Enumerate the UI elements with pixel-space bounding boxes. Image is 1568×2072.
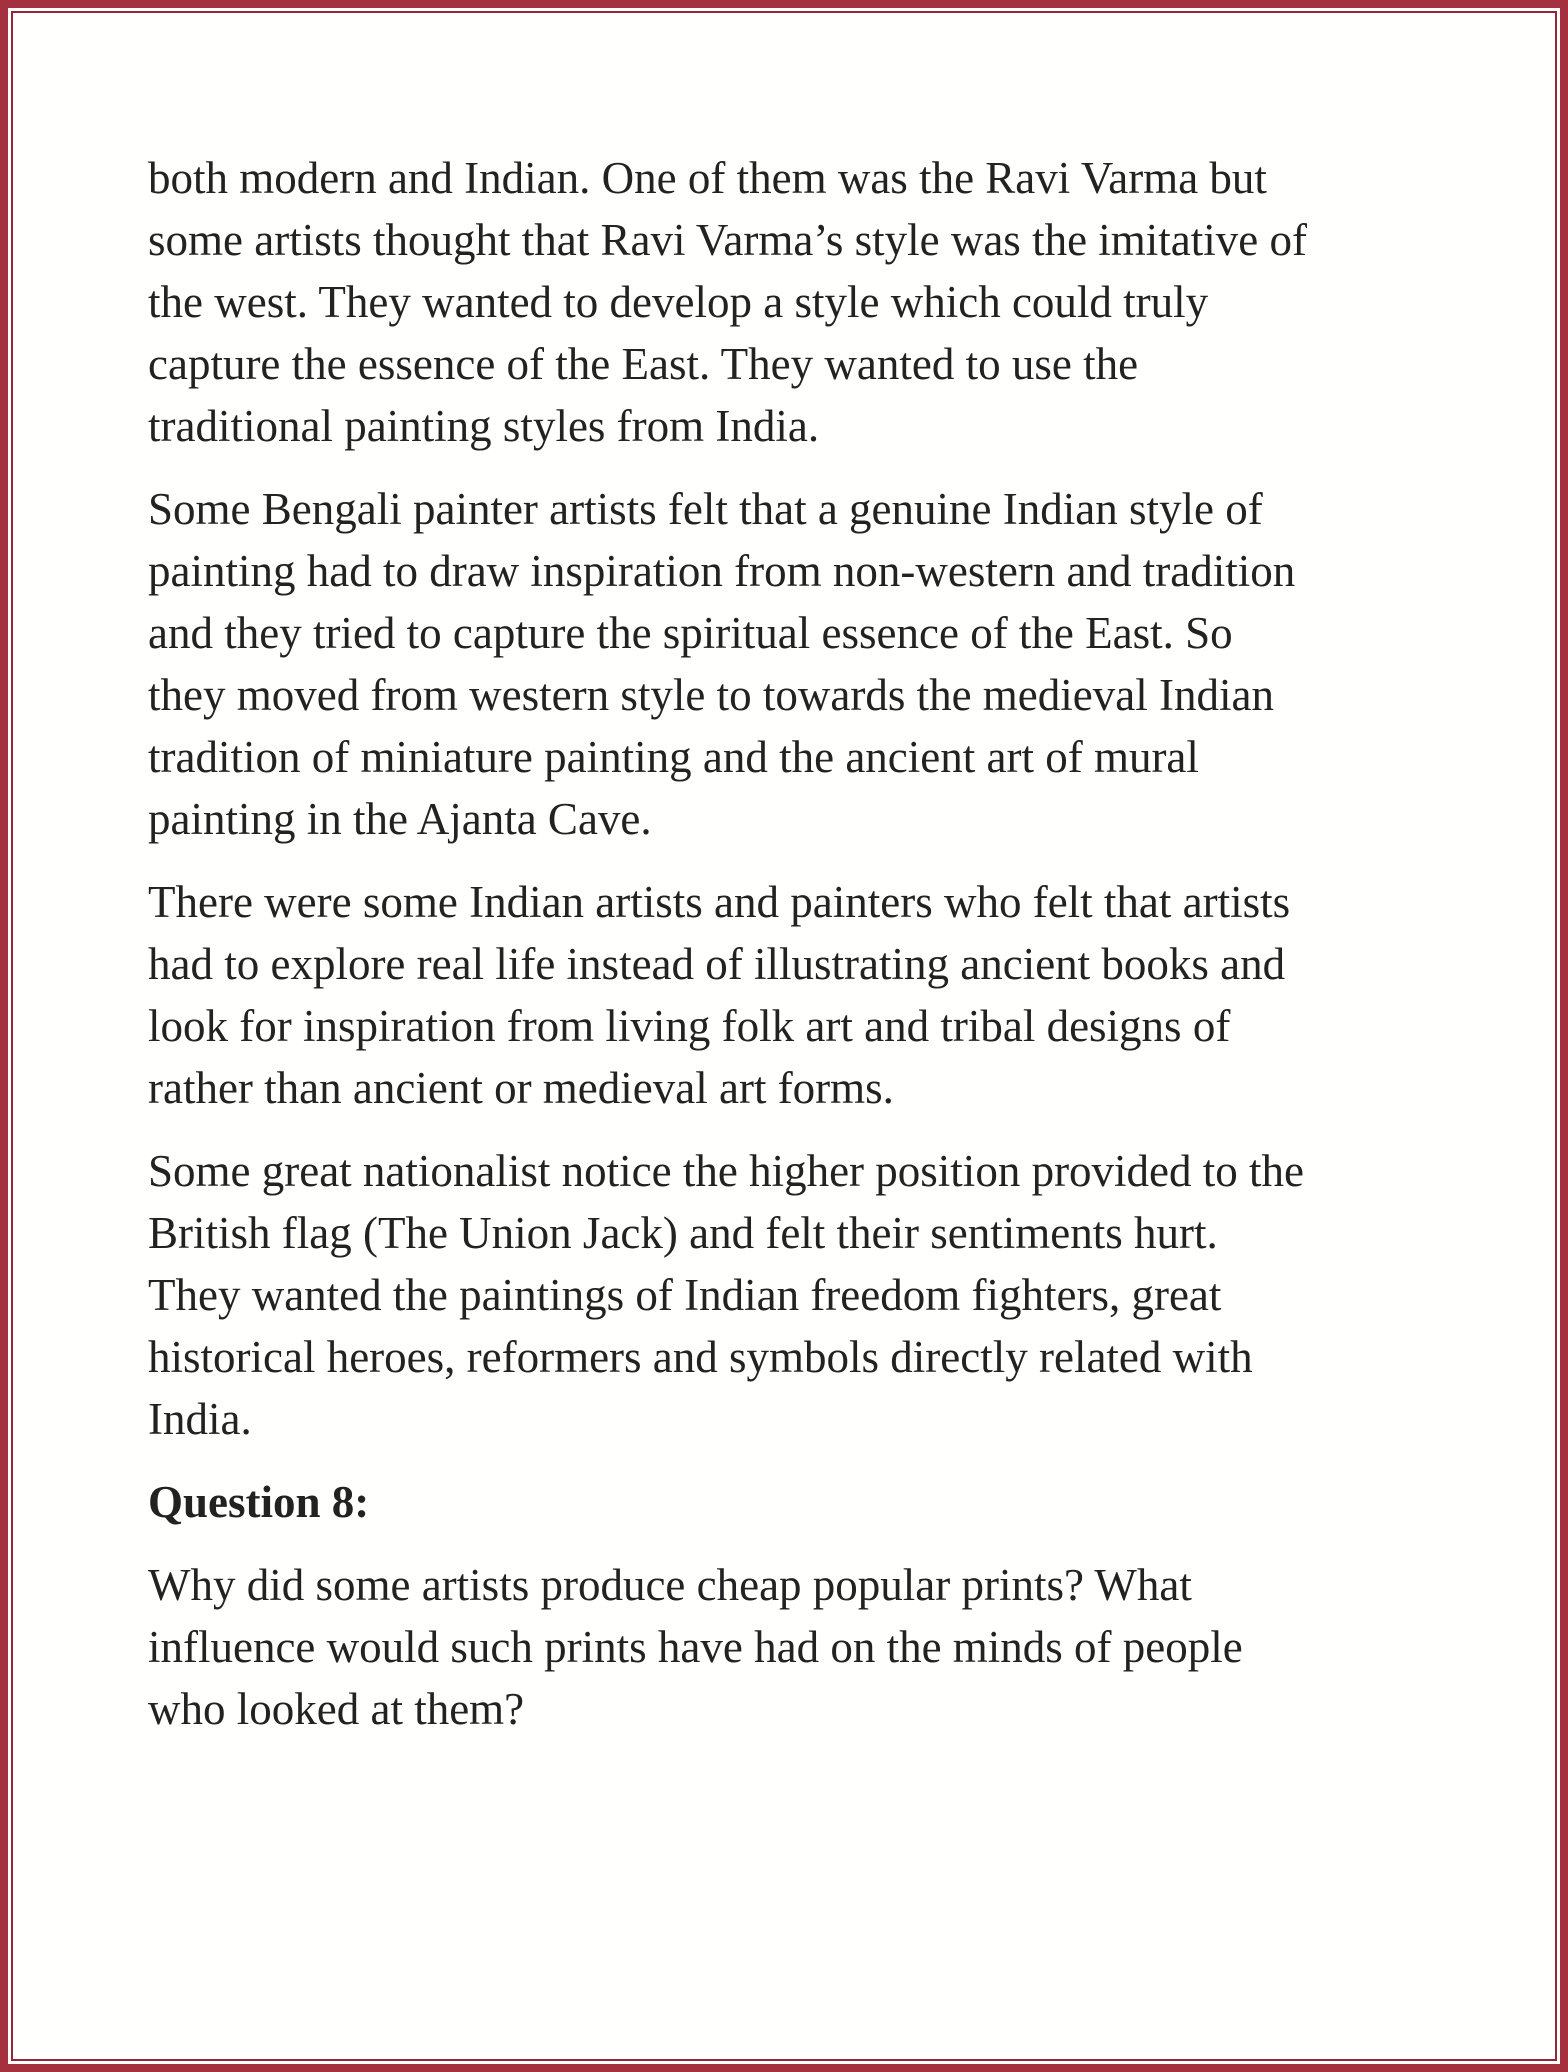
paragraph-2	[148, 478, 1455, 850]
text-line: influence would such prints have had on the minds of people	[148, 1622, 1243, 1672]
text-line: had to explore real life instead of illustrating ancient books and	[148, 939, 1286, 989]
text-line: the west. They wanted to develop a style which could truly	[148, 277, 1209, 327]
text-line: rather than ancient or medieval art forms.	[148, 1063, 894, 1113]
paragraph-1	[148, 147, 1455, 457]
text-line: tradition of miniature painting and the ancient art of mural	[148, 732, 1199, 782]
text-line: both modern and Indian. One of them was the Ravi Varma but	[148, 153, 1267, 203]
page-border	[11, 11, 1557, 2061]
text-line: India.	[148, 1394, 252, 1444]
text-line: They wanted the paintings of Indian freedom fighters, great	[148, 1270, 1222, 1320]
page	[8, 8, 1560, 2064]
text-line: historical heroes, reformers and symbols directly related with	[148, 1332, 1253, 1382]
text-line: traditional painting styles from India.	[148, 401, 820, 451]
text-line: painting in the Ajanta Cave.	[148, 794, 652, 844]
paragraph-4	[148, 1140, 1455, 1450]
text-line: Some great nationalist notice the higher position provided to the	[148, 1146, 1305, 1196]
text-line: some artists thought that Ravi Varma’s style was the imitative of	[148, 215, 1307, 265]
question-text	[148, 1554, 1455, 1740]
text-line: Some Bengali painter artists felt that a genuine Indian style of	[148, 484, 1263, 534]
text-line: Why did some artists produce cheap popular prints? What	[148, 1560, 1192, 1610]
text-line: capture the essence of the East. They wanted to use the	[148, 339, 1139, 389]
document-body	[148, 147, 1455, 1761]
paragraph-3	[148, 871, 1455, 1119]
question-heading-block	[148, 1471, 1455, 1533]
text-line: painting had to draw inspiration from non-western and tradition	[148, 546, 1296, 596]
text-line: British flag (The Union Jack) and felt their sentiments hurt.	[148, 1208, 1218, 1258]
text-line: who looked at them?	[148, 1684, 525, 1734]
question-heading: Question 8:	[148, 1477, 370, 1527]
text-line: There were some Indian artists and painters who felt that artists	[148, 877, 1291, 927]
text-line: look for inspiration from living folk art and tribal designs of	[148, 1001, 1231, 1051]
text-line: and they tried to capture the spiritual essence of the East. So	[148, 608, 1233, 658]
text-line: they moved from western style to towards the medieval Indian	[148, 670, 1274, 720]
